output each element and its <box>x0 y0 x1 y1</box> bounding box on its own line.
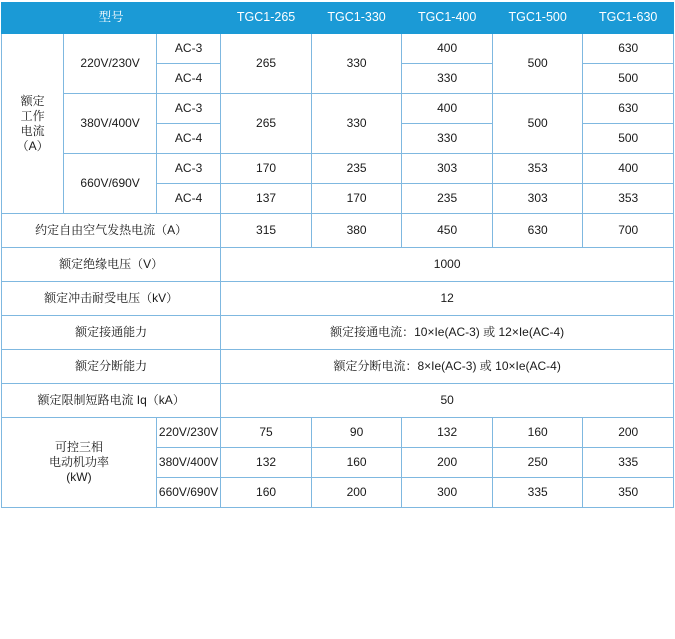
rated-current-label-line-1: 工作 <box>20 108 45 123</box>
voltage-380: 380V/400V <box>64 94 157 154</box>
making-capacity-label: 额定接通能力 <box>2 316 221 350</box>
cell-660-ac4-m3: 303 <box>492 184 583 214</box>
cell-220-ac4-m2: 330 <box>402 64 493 94</box>
category-ac3: AC-3 <box>156 154 220 184</box>
motor-power-220-m2: 132 <box>402 418 493 448</box>
cell-660-ac4-m0: 137 <box>221 184 312 214</box>
motor-power-220-m0: 75 <box>221 418 312 448</box>
motor-power-380-m3: 250 <box>492 448 583 478</box>
cell-660-ac4-m4: 353 <box>583 184 674 214</box>
thermal-current-label: 约定自由空气发热电流（A） <box>2 214 221 248</box>
cell-660-ac3-m4: 400 <box>583 154 674 184</box>
motor-voltage-660: 660V/690V <box>156 478 220 508</box>
table-row <box>2 94 674 124</box>
category-ac3: AC-3 <box>156 94 220 124</box>
cell-220-ac3-m3: 500 <box>492 34 583 94</box>
motor-power-380-m4: 335 <box>583 448 674 478</box>
motor-power-380-m0: 132 <box>221 448 312 478</box>
cell-660-ac3-m0: 170 <box>221 154 312 184</box>
category-ac3: AC-3 <box>156 34 220 64</box>
cell-220-ac3-m1: 330 <box>311 34 402 94</box>
insulation-voltage-value: 1000 <box>221 248 674 282</box>
table-row <box>2 316 674 350</box>
cell-380-ac4-m4: 500 <box>583 124 674 154</box>
cell-380-ac4-m2: 330 <box>402 124 493 154</box>
table-row <box>2 214 674 248</box>
motor-voltage-380: 380V/400V <box>156 448 220 478</box>
cell-380-ac3-m4: 630 <box>583 94 674 124</box>
cell-380-ac3-m2: 400 <box>402 94 493 124</box>
table-row <box>2 154 674 184</box>
cell-660-ac4-m2: 235 <box>402 184 493 214</box>
impulse-voltage-value: 12 <box>221 282 674 316</box>
rated-current-label-line-0: 额定 <box>20 93 45 108</box>
cell-220-ac3-m4: 630 <box>583 34 674 64</box>
motor-power-220-m1: 90 <box>311 418 402 448</box>
header-model-2: TGC1-400 <box>402 3 493 34</box>
motor-power-label-line-1: 电动机功率 <box>48 455 109 469</box>
table-row <box>2 350 674 384</box>
table-header-row <box>2 3 674 34</box>
motor-power-660-m0: 160 <box>221 478 312 508</box>
motor-power-660-m4: 350 <box>583 478 674 508</box>
cell-660-ac3-m2: 303 <box>402 154 493 184</box>
motor-power-380-m1: 160 <box>311 448 402 478</box>
motor-power-label-line-0: 可控三相 <box>54 440 103 454</box>
short-circuit-current-value: 50 <box>221 384 674 418</box>
specification-table <box>1 2 674 508</box>
category-ac4: AC-4 <box>156 124 220 154</box>
cell-220-ac3-m2: 400 <box>402 34 493 64</box>
header-model-3: TGC1-500 <box>492 3 583 34</box>
category-ac4: AC-4 <box>156 184 220 214</box>
table-row <box>2 418 674 448</box>
motor-power-220-m4: 200 <box>583 418 674 448</box>
thermal-current-m2: 450 <box>402 214 493 248</box>
cell-220-ac3-m0: 265 <box>221 34 312 94</box>
voltage-220: 220V/230V <box>64 34 157 94</box>
motor-voltage-220: 220V/230V <box>156 418 220 448</box>
cell-660-ac3-m3: 353 <box>492 154 583 184</box>
thermal-current-m1: 380 <box>311 214 402 248</box>
cell-220-ac4-m4: 500 <box>583 64 674 94</box>
header-model-1: TGC1-330 <box>311 3 402 34</box>
rated-current-label-line-2: 电流 <box>20 123 45 138</box>
header-model-label: 型号 <box>2 3 221 34</box>
motor-power-380-m2: 200 <box>402 448 493 478</box>
insulation-voltage-label: 额定绝缘电压（V） <box>2 248 221 282</box>
short-circuit-current-label: 额定限制短路电流 Iq（kA） <box>2 384 221 418</box>
breaking-capacity-value: 额定分断电流：8×Ie(AC-3) 或 10×Ie(AC-4) <box>221 350 674 384</box>
cell-380-ac3-m1: 330 <box>311 94 402 154</box>
table-row <box>2 34 674 64</box>
cell-380-ac3-m3: 500 <box>492 94 583 154</box>
table-row <box>2 248 674 282</box>
motor-power-220-m3: 160 <box>492 418 583 448</box>
motor-power-660-m2: 300 <box>402 478 493 508</box>
table-row <box>2 384 674 418</box>
rated-current-label <box>2 34 64 214</box>
rated-current-label-line-3: （A） <box>16 138 49 153</box>
header-model-4: TGC1-630 <box>583 3 674 34</box>
cell-660-ac4-m1: 170 <box>311 184 402 214</box>
motor-power-label <box>2 418 157 508</box>
cell-660-ac3-m1: 235 <box>311 154 402 184</box>
category-ac4: AC-4 <box>156 64 220 94</box>
impulse-voltage-label: 额定冲击耐受电压（kV） <box>2 282 221 316</box>
motor-power-label-line-2: (kW) <box>66 470 92 484</box>
making-capacity-value: 额定接通电流：10×Ie(AC-3) 或 12×Ie(AC-4) <box>221 316 674 350</box>
motor-power-660-m3: 335 <box>492 478 583 508</box>
motor-power-660-m1: 200 <box>311 478 402 508</box>
cell-380-ac3-m0: 265 <box>221 94 312 154</box>
voltage-660: 660V/690V <box>64 154 157 214</box>
thermal-current-m4: 700 <box>583 214 674 248</box>
header-model-0: TGC1-265 <box>221 3 312 34</box>
breaking-capacity-label: 额定分断能力 <box>2 350 221 384</box>
table-row <box>2 282 674 316</box>
thermal-current-m3: 630 <box>492 214 583 248</box>
thermal-current-m0: 315 <box>221 214 312 248</box>
